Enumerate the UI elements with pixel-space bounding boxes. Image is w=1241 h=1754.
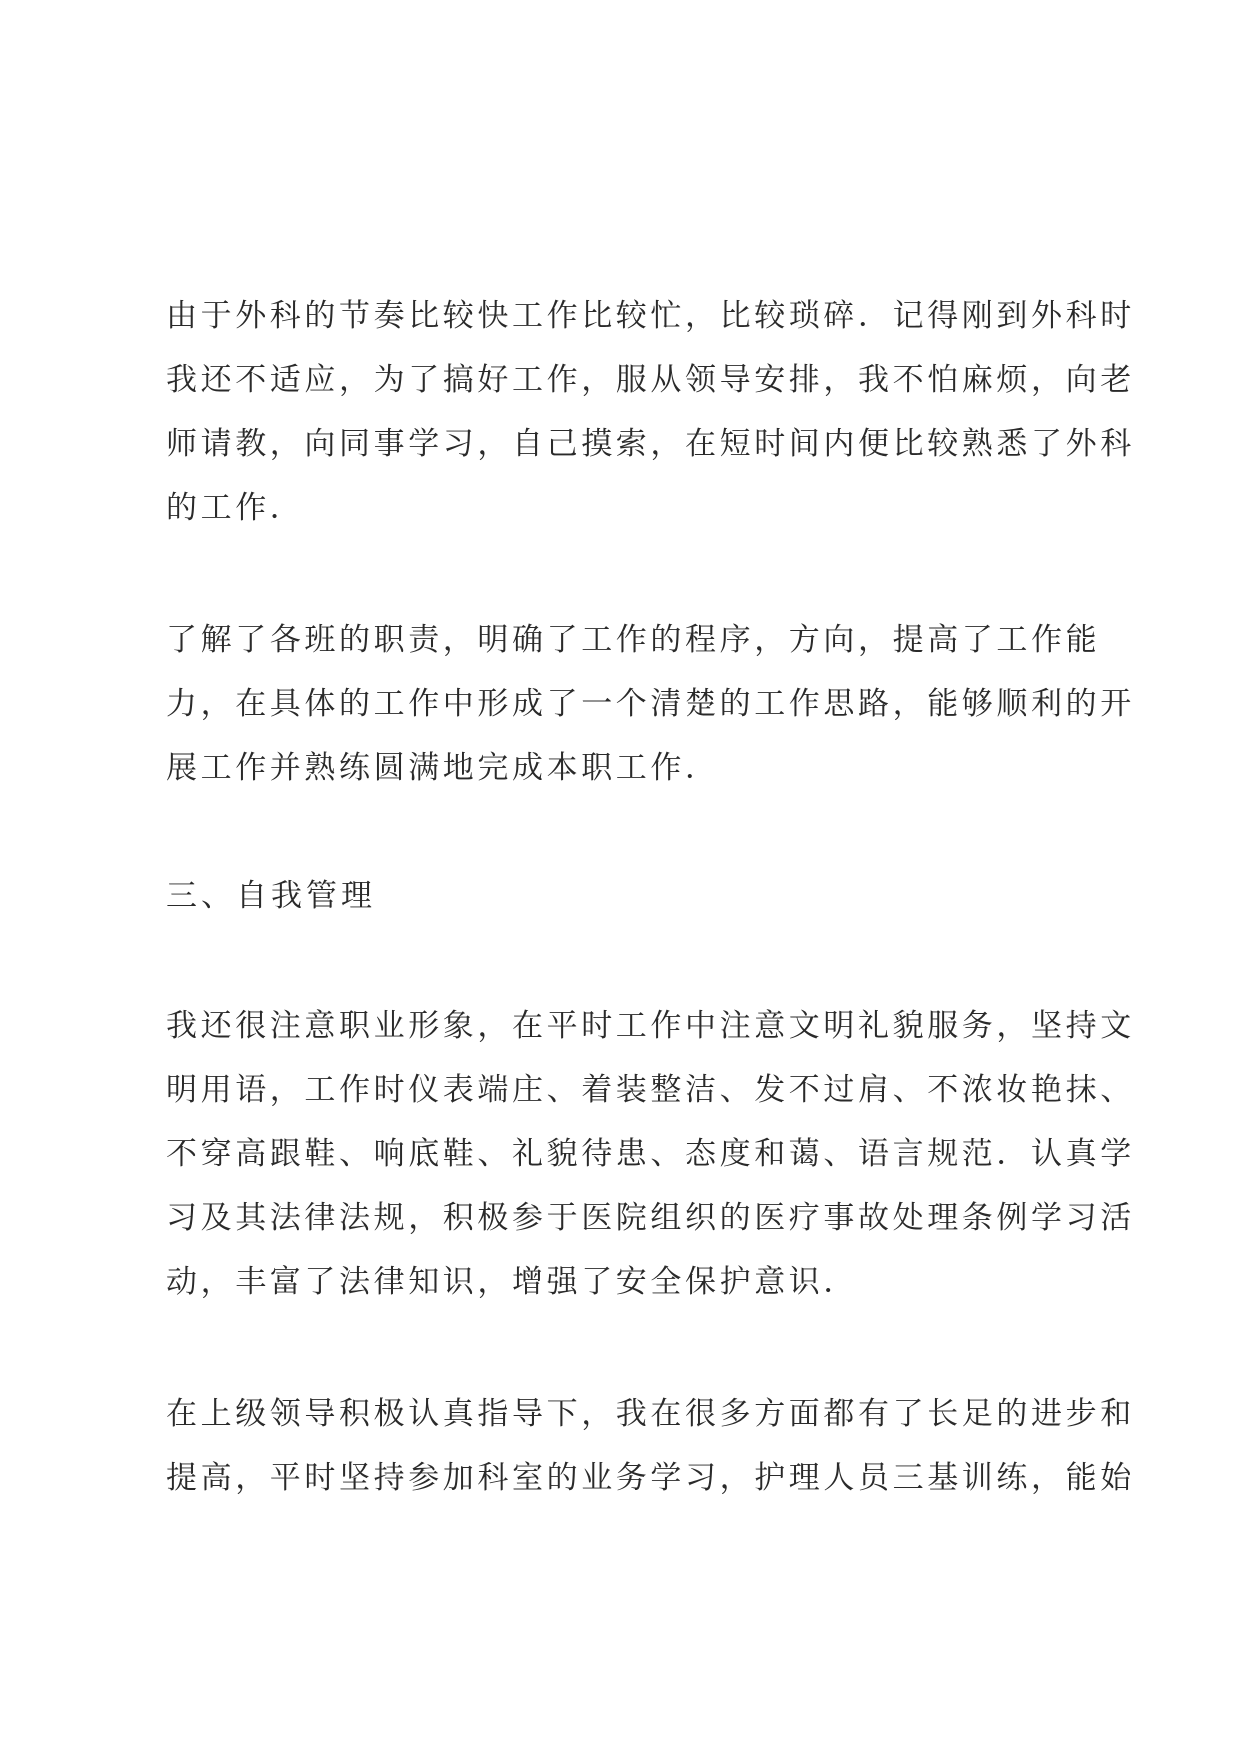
paragraph-1-line-2: 我还不适应，为了搞好工作，服从领导安排，我不怕麻烦，向老	[166, 362, 1135, 398]
paragraph-1-line-4: 的工作．	[166, 490, 305, 526]
paragraph-3-line-2: 明用语，工作时仪表端庄、着装整洁、发不过肩、不浓妆艳抹、	[166, 1072, 1135, 1108]
section-heading: 三、自我管理	[166, 878, 376, 914]
paragraph-2-line-3: 展工作并熟练圆满地完成本职工作．	[166, 750, 720, 786]
paragraph-2-line-2: 力，在具体的工作中形成了一个清楚的工作思路，能够顺利的开	[166, 686, 1135, 722]
paragraph-1-line-3: 师请教，向同事学习，自己摸索，在短时间内便比较熟悉了外科	[166, 426, 1135, 462]
paragraph-3-line-1: 我还很注意职业形象，在平时工作中注意文明礼貌服务，坚持文	[166, 1008, 1135, 1044]
paragraph-4-line-2: 提高，平时坚持参加科室的业务学习，护理人员三基训练，能始	[166, 1460, 1135, 1496]
paragraph-1-line-1: 由于外科的节奏比较快工作比较忙，比较琐碎．记得刚到外科时	[166, 298, 1135, 334]
paragraph-3-line-3: 不穿高跟鞋、响底鞋、礼貌待患、态度和蔼、语言规范．认真学	[166, 1136, 1135, 1172]
paragraph-3-line-5: 动，丰富了法律知识，增强了安全保护意识．	[166, 1264, 858, 1300]
paragraph-4-line-1: 在上级领导积极认真指导下，我在很多方面都有了长足的进步和	[166, 1396, 1135, 1432]
paragraph-2-line-1: 了解了各班的职责，明确了工作的程序，方向，提高了工作能	[166, 622, 1101, 658]
paragraph-3-line-4: 习及其法律法规，积极参于医院组织的医疗事故处理条例学习活	[166, 1200, 1135, 1236]
